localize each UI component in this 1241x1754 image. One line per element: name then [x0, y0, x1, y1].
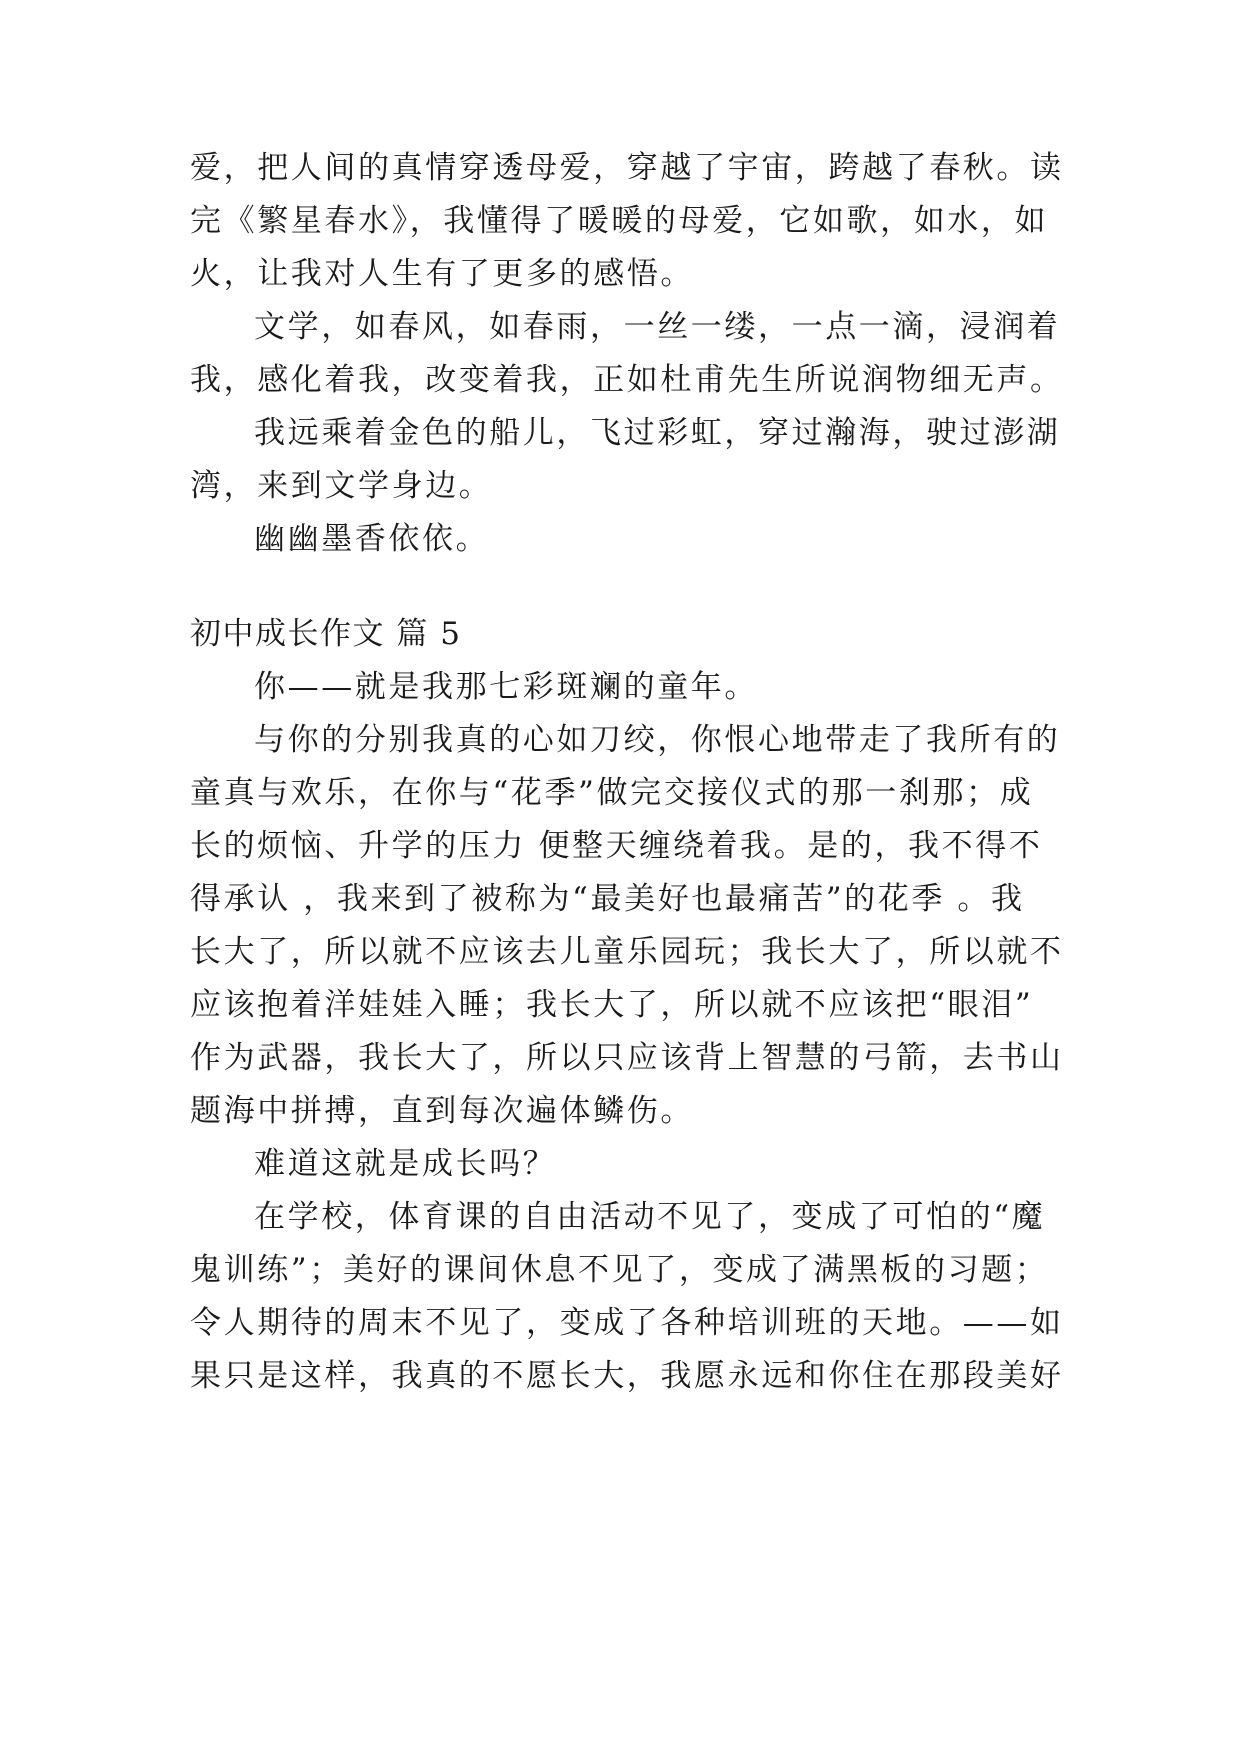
paragraph-line: 我，感化着我，改变着我，正如杜甫先生所说润物细无声。	[190, 362, 1064, 398]
paragraph-line: 你——就是我那七彩斑斓的童年。	[254, 669, 758, 705]
paragraph-line: 完《繁星春水》，我懂得了暖暖的母爱，它如歌，如水，如	[190, 203, 1049, 239]
paragraph-line: 得承认 ，我来到了被称为“最美好也最痛苦”的花季 。我	[190, 881, 1025, 917]
section-heading: 初中成长作文 篇 5	[190, 616, 462, 652]
paragraph-line: 令人期待的周末不见了，变成了各种培训班的天地。——如	[190, 1305, 1064, 1341]
paragraph-line: 幽幽墨香依依。	[254, 521, 490, 557]
paragraph-line: 应该抱着洋娃娃入睡；我长大了，所以就不应该把“眼泪”	[190, 987, 1034, 1023]
paragraph-line: 长的烦恼、升学的压力 便整天缠绕着我。是的，我不得不	[190, 828, 1043, 864]
paragraph-line: 难道这就是成长吗？	[254, 1146, 557, 1182]
paragraph-line: 果只是这样，我真的不愿长大，我愿永远和你住在那段美好	[190, 1358, 1064, 1394]
paragraph-line: 作为武器，我长大了，所以只应该背上智慧的弓箭，去书山	[190, 1040, 1064, 1076]
paragraph-line: 文学，如春风，如春雨，一丝一缕，一点一滴，浸润着	[254, 309, 1061, 345]
paragraph-line: 童真与欢乐，在你与“花季”做完交接仪式的那一刹那；成	[190, 775, 1034, 811]
paragraph-line: 长大了，所以就不应该去儿童乐园玩；我长大了，所以就不	[190, 934, 1064, 970]
paragraph-line: 鬼训练”；美好的课间休息不见了，变成了满黑板的习题；	[190, 1252, 1049, 1288]
paragraph-line: 在学校，体育课的自由活动不见了，变成了可怕的“魔	[254, 1199, 1046, 1235]
paragraph-line: 与你的分别我真的心如刀绞，你恨心地带走了我所有的	[254, 722, 1061, 758]
paragraph-line: 湾，来到文学身边。	[190, 468, 493, 504]
paragraph-line: 火，让我对人生有了更多的感悟。	[190, 256, 694, 292]
paragraph-line: 爱，把人间的真情穿透母爱，穿越了宇宙，跨越了春秋。读	[190, 150, 1064, 186]
paragraph-line: 题海中拼搏，直到每次遍体鳞伤。	[190, 1093, 694, 1129]
paragraph-line: 我远乘着金色的船儿，飞过彩虹，穿过瀚海，驶过澎湖	[254, 415, 1061, 451]
